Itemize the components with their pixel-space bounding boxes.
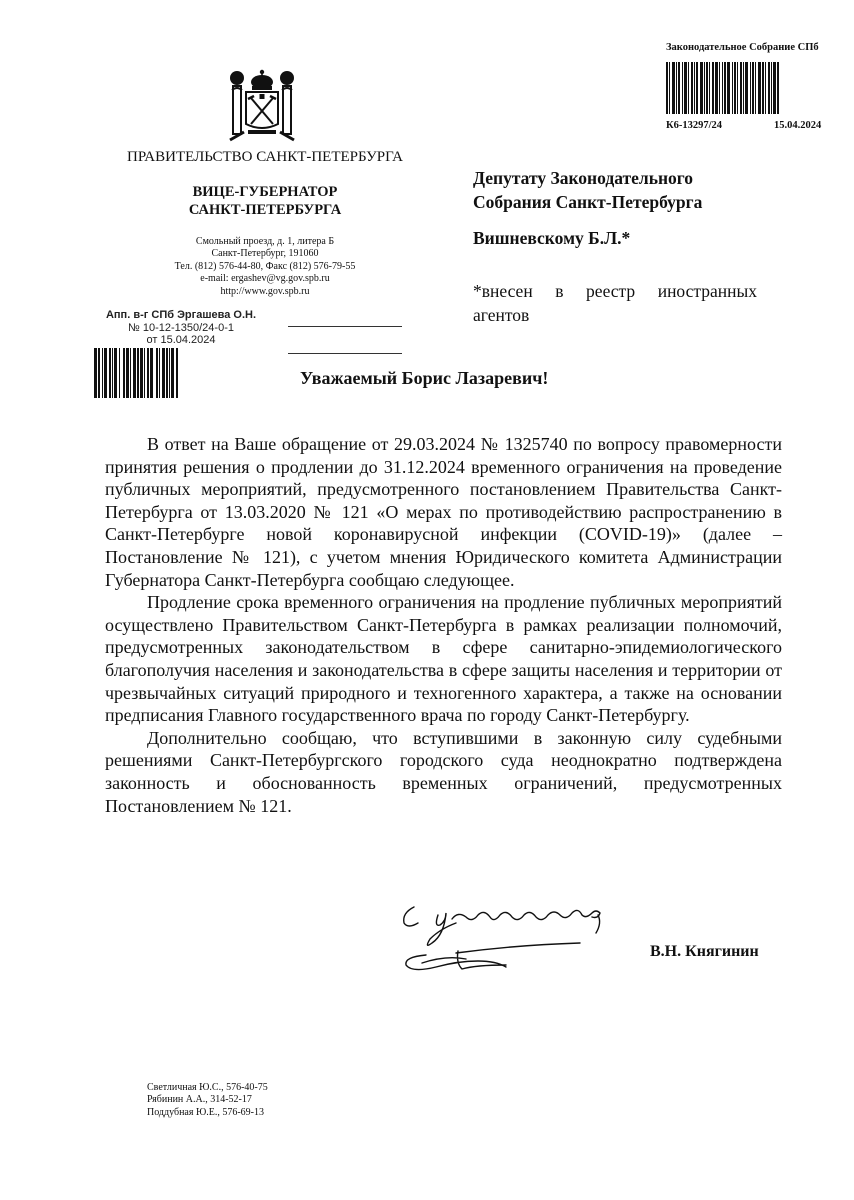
contact-item: Поддубная Ю.Е., 576-69-13 xyxy=(147,1106,265,1118)
signer-name: В.Н. Княгинин xyxy=(650,943,759,960)
recipient-name: Вишневскому Б.Л.* xyxy=(473,228,631,248)
website: http://www.gov.spb.ru xyxy=(220,285,310,297)
paragraph: Дополнительно сообщаю, что вступившими в законную силу судебными решениями Санкт-Петербургского городского суда неоднократно подтверждена законность и обоснованность временных ограничений, предусмотренных Постановлением № 121. xyxy=(105,727,782,816)
letter-body xyxy=(105,433,782,817)
outgoing-stamp-office: Апп. в-г СПб Эргашева О.Н. xyxy=(105,309,257,321)
sender-address xyxy=(140,236,390,298)
incoming-barcode xyxy=(666,62,834,114)
blank-line-2 xyxy=(288,353,402,354)
government-name: ПРАВИТЕЛЬСТВО САНКТ-ПЕТЕРБУРГА xyxy=(127,149,403,165)
phones: Тел. (812) 576-44-80, Факс (812) 576-79-55 xyxy=(174,260,356,272)
position-line-1: ВИЦЕ-ГУБЕРНАТОР xyxy=(192,184,338,200)
sender-position xyxy=(100,183,430,219)
address-line-2: Санкт-Петербург, 191060 xyxy=(211,248,319,260)
incoming-stamp-number: К6-13297/24 xyxy=(666,120,723,131)
recipient-title xyxy=(473,166,702,214)
position-line-2: САНКТ-ПЕТЕРБУРГА xyxy=(188,202,342,218)
recipient-note: *внесен в реестр иностранных агентов xyxy=(473,281,757,325)
recipient-line-1: Депутату Законодательного xyxy=(473,168,694,188)
address-line-1: Смольный проезд, д. 1, литера Б xyxy=(195,236,335,247)
email: e-mail: ergashev@vg.gov.spb.ru xyxy=(200,273,330,285)
paragraph: Продление срока временного ограничения на продление публичных мероприятий осуществлено Правительством Санкт-Петербурга в рамках реализации полномочий, предусмотренных законодательством в сфере санитарно-эпидемиологического благополучия населения и законодательства в сфере защиты населения и территории от чрезвычайных ситуаций природного и техногенного характера, а также на основании предписания Главного государственного врача по городу Санкт-Петербургу. xyxy=(105,592,782,726)
contact-item: Светличная Ю.С., 576-40-75 xyxy=(147,1082,268,1093)
contact-item: Рябинин А.А., 314-52-17 xyxy=(147,1094,252,1106)
outgoing-barcode xyxy=(94,348,264,398)
coat-of-arms-emblem xyxy=(226,66,298,146)
barcode-bar xyxy=(777,62,779,114)
barcode-bar xyxy=(176,348,178,398)
blank-line-1 xyxy=(288,326,402,327)
paragraph: В ответ на Ваше обращение от 29.03.2024 № 1325740 по вопросу правомерности принятия решения о продлении до 31.12.2024 временного ограничения на проведение публичных мероприятий, предусмотренного постановлением Правительства Санкт-Петербурга от 13.03.2020 № 121 «О мерах по противодействию распространению в Санкт-Петербурге новой коронавирусной инфекции (COVID-19)» (далее – Постановление № 121), с учетом мнения Юридического комитета Администрации Губернатора Санкт-Петербурга сообщаю следующее. xyxy=(105,434,782,590)
recipient-line-2: Собрания Санкт-Петербурга xyxy=(473,192,703,212)
outgoing-stamp-number: № 10-12-1350/24-0-1 xyxy=(128,321,234,334)
incoming-stamp-date: 15.04.2024 xyxy=(774,120,822,131)
outgoing-stamp xyxy=(96,309,266,347)
contacts-list xyxy=(147,1082,268,1119)
handwritten-signature xyxy=(396,893,636,983)
greeting: Уважаемый Борис Лазаревич! xyxy=(300,368,549,388)
outgoing-stamp-date: от 15.04.2024 xyxy=(146,334,216,347)
incoming-stamp-title: Законодательное Собрание СПб xyxy=(666,42,819,53)
